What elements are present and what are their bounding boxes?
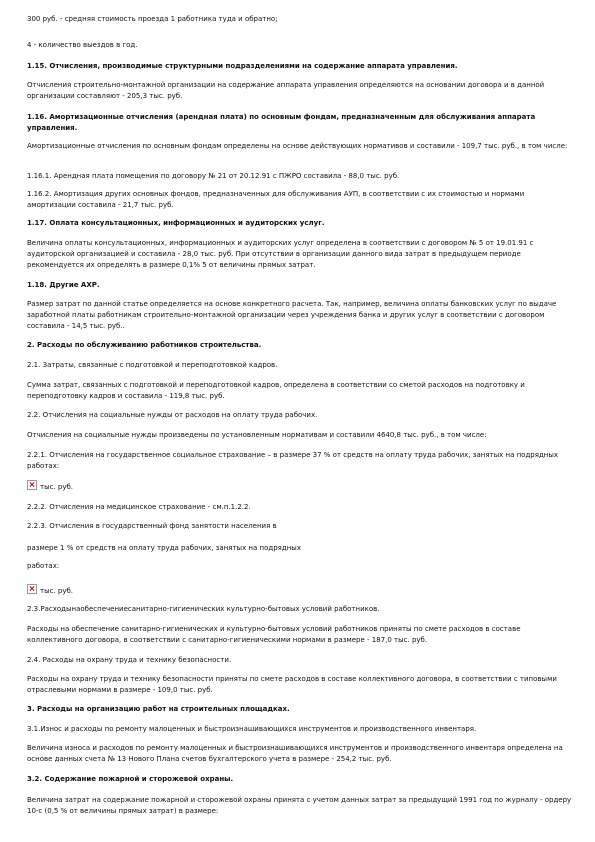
formula-unit: тыс. руб.	[40, 483, 74, 491]
broken-image-icon	[27, 584, 37, 594]
text-paragraph: Расходы на охрану труда и технику безопасности приняты по смете расходов в составе коллективного договора, в соответствии с типовыми отраслевыми нормами в размере - 109,0 тыс. руб.	[27, 675, 557, 694]
text-paragraph: 300 руб. - средняя стоимость проезда 1 работника туда и обратно;	[27, 15, 278, 23]
text-paragraph: 2.2.3. Отчисления в государственный фонд занятости населения в	[27, 522, 277, 530]
text-paragraph: 2.2. Отчисления на социальные нужды от расходов на оплату труда рабочих.	[27, 411, 318, 419]
text-paragraph: 2.2.1. Отчисления на государственное социальное страхование – в размере 37 % от средств на оплату труда рабочих, занятых на подрядных работах:	[27, 451, 559, 470]
text-paragraph: Величина затрат на содержание пожарной и сторожевой охраны принята с учетом данных затрат за предыдущий 1991 год по журналу - ордеру 10-с (0,5 % от величины прямых затрат) в размере:	[27, 796, 572, 815]
text-paragraph: Размер затрат по данной статье определяется на основе конкретного расчета. Так, например, величина оплаты банковских услуг по выдаче заработной платы работникам строительно-монтажной организации через учреждения банка и других услуг в соответствии с договором составила - 14,5 тыс. руб..	[27, 300, 557, 330]
section-heading: 3. Расходы на организацию работ на строительных площадках.	[27, 705, 290, 713]
text-paragraph: Отчисления на социальные нужды произведены по установленным нормативам и составили 4640,8 тыс. руб., в том числе:	[27, 431, 487, 439]
text-paragraph: 2.3.Расходынаобеспечениесанитарно-гигиенических культурно-бытовых условий работников.	[27, 605, 380, 613]
section-heading: 1.18. Другие АХР.	[27, 281, 100, 289]
text-paragraph: 2.4. Расходы на охрану труда и технику безопасности.	[27, 656, 232, 664]
section-heading: 1.17. Оплата консультационных, информационных и аудиторских услуг.	[27, 219, 325, 227]
text-paragraph: размере 1 % от средств на оплату труда рабочих, занятых на подрядных	[27, 544, 301, 552]
text-paragraph: 2.1. Затраты, связанные с подготовкой и переподготовкой кадров.	[27, 361, 278, 369]
broken-image-icon	[27, 480, 37, 490]
text-paragraph: Расходы на обеспечение санитарно-гигиенических и культурно-бытовых условий работников приняты по смете расходов в составе коллективного договора, в соответствии с санитарно-гигиеническими нормами в размере - 187,0 тыс. руб.	[27, 625, 521, 644]
text-paragraph: Величина износа и расходов по ремонту малоценных и быстроизнашивающихся инструментов и производственного инвентаря определена на основе данных счета № 13 Нового Плана счетов бухгалтерского учета в размере - 254,2 тыс. руб.	[27, 744, 563, 763]
text-paragraph: Величина оплаты консультационных, информационных и аудиторских услуг определена в соответствии с договором № 5 от 19.01.91 с аудиторской организацией и составила - 28,0 тыс. руб. При отсутствии в организации данного вида затрат в предыдущем периоде рекомендуется их определять в размере 0,1% 5 от величины прямых затрат.	[27, 239, 534, 269]
section-heading: 1.16. Амортизационные отчисления (арендная плата) по основным фондам, предназначенным для обслуживания аппарата управления.	[27, 113, 536, 132]
section-heading: 2. Расходы по обслуживанию работников строительства.	[27, 341, 262, 349]
text-paragraph: 1.16.2. Амортизация других основных фондов, предназначенных для обслуживания АУП, в соответствии с их стоимостью и нормами амортизации составила - 21,7 тыс. руб.	[27, 190, 525, 209]
text-paragraph: Сумма затрат, связанных с подготовкой и переподготовкой кадров, определена в соответствии со сметой расходов на подготовку и переподготовку кадров и составила - 119,8 тыс. руб.	[27, 381, 525, 400]
text-paragraph: 3.1.Износ и расходы по ремонту малоценных и быстроизнашивающихся инструментов и производственного инвентаря.	[27, 725, 477, 733]
text-paragraph: 2.2.2. Отчисления на медицинское страхование - см.п.1.2.2.	[27, 503, 251, 511]
section-heading: 1.15. Отчисления, производимые структурными подразделениями на содержание аппарата управления.	[27, 62, 458, 70]
text-paragraph: работах:	[27, 562, 60, 570]
text-paragraph: 4 - количество выездов в год.	[27, 41, 138, 49]
formula-line	[27, 480, 572, 493]
section-heading: 3.2. Содержание пожарной и сторожевой охраны.	[27, 775, 234, 783]
text-paragraph: 1.16.1. Арендная плата помещения по договору № 21 от 20.12.91 с ПЖРО составила - 88,0 тыс. руб.	[27, 172, 400, 180]
text-paragraph: Амортизационные отчисления по основным фондам определены на основе действующих нормативов и составили - 109,7 тыс. руб., в том числе:	[27, 142, 568, 150]
text-paragraph: Отчисления строительно-монтажной организации на содержание аппарата управления определяются на основании договора и в данной организации составляют - 205,3 тыс. руб.	[27, 81, 545, 100]
formula-unit: тыс. руб.	[40, 587, 74, 595]
formula-line	[27, 584, 572, 597]
